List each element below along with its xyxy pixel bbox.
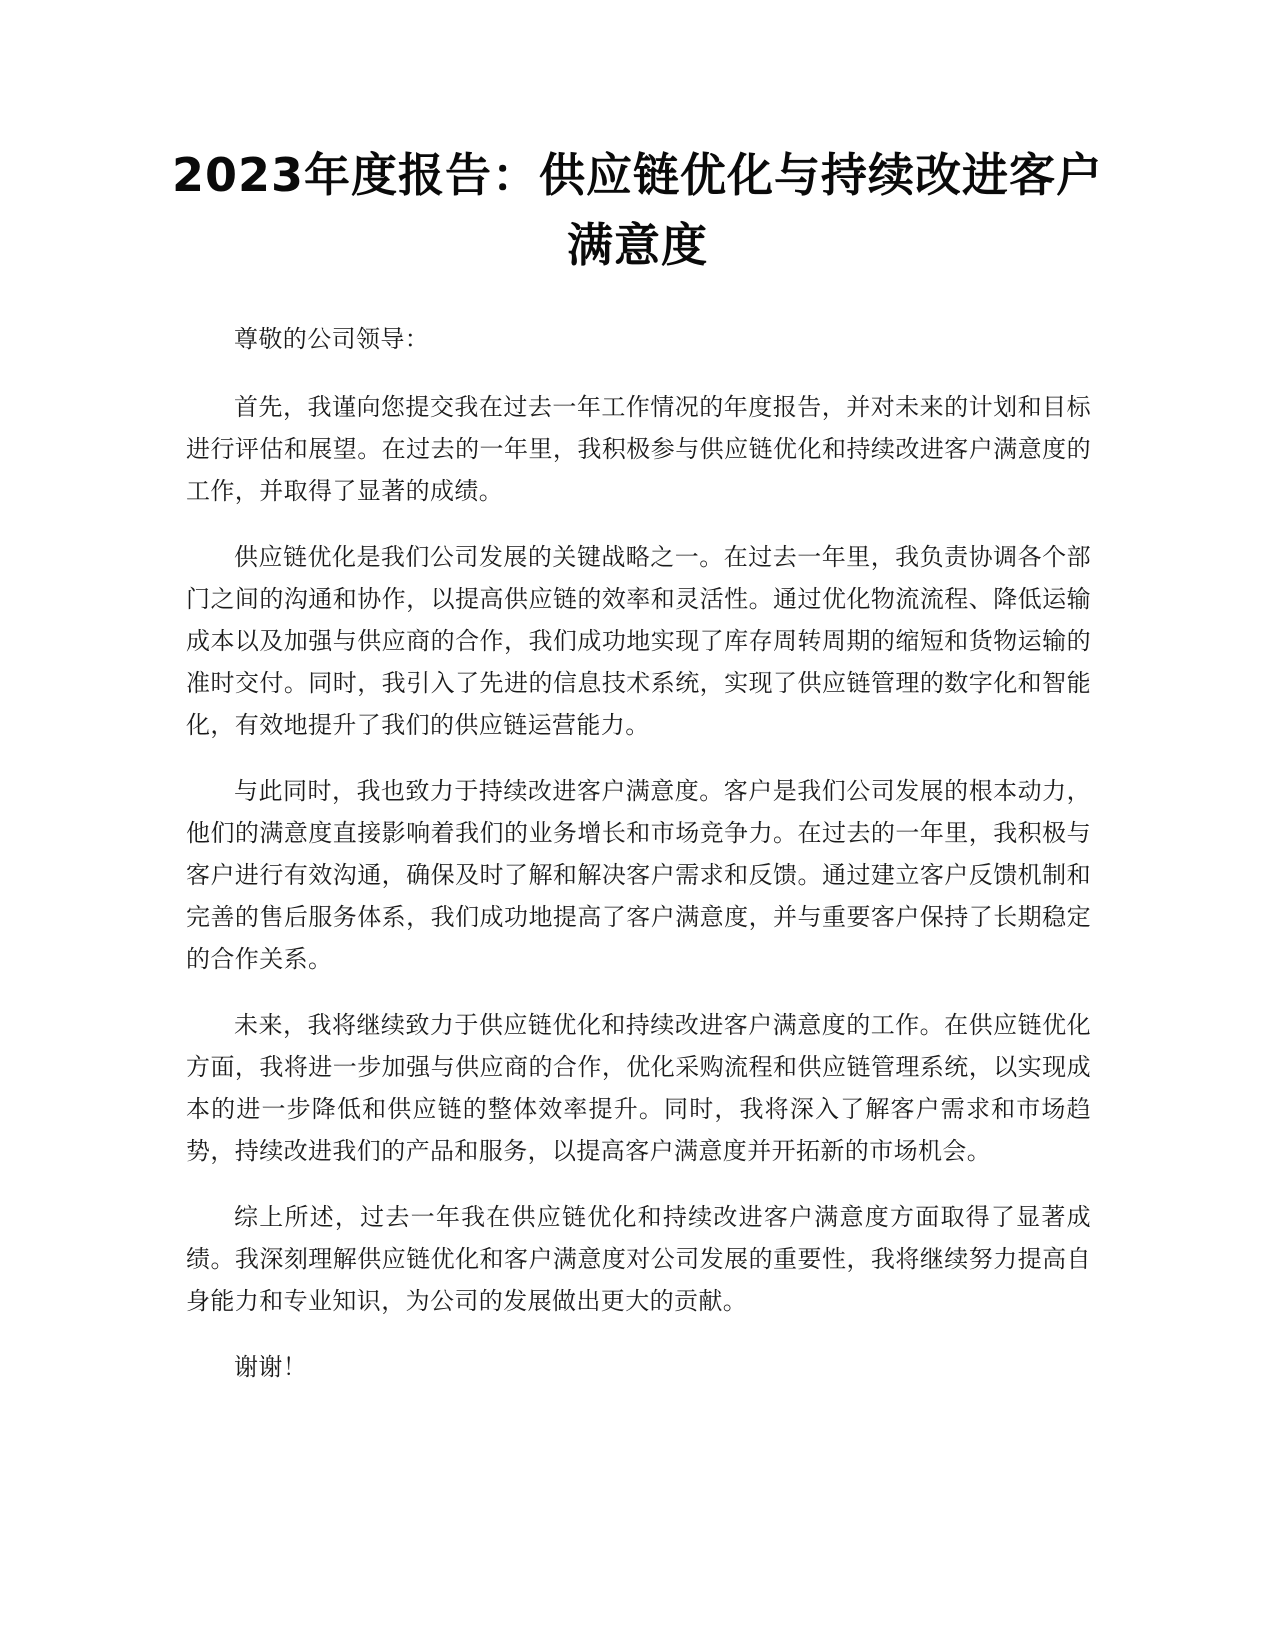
closing: 谢谢！ xyxy=(234,1353,308,1381)
paragraph-supply-chain: 供应链优化是我们公司发展的关键战略之一。在过去一年里，我负责协调各个部门之间的沟通和协作，以提高供应链的效率和灵活性。通过优化物流流程、降低运输成本以及加强与供应商的合作，我们成功地实现了库存周转周期的缩短和货物运输的准时交付。同时，我引入了先进的信息技术系统，实现了供应链管理的数字化和智能化，有效地提升了我们的供应链运营能力。 xyxy=(186,543,1091,739)
title-line-1: 2023年度报告：供应链优化与持续改进客户 xyxy=(171,148,1104,202)
document-body xyxy=(186,318,1091,1412)
salutation: 尊敬的公司领导： xyxy=(234,325,430,353)
paragraph-future-plans: 未来，我将继续致力于供应链优化和持续改进客户满意度的工作。在供应链优化方面，我将进一步加强与供应商的合作，优化采购流程和供应链管理系统，以实现成本的进一步降低和供应链的整体效率提升。同时，我将深入了解客户需求和市场趋势，持续改进我们的产品和服务，以提高客户满意度并开拓新的市场机会。 xyxy=(186,1011,1091,1165)
paragraph-customer-satisfaction: 与此同时，我也致力于持续改进客户满意度。客户是我们公司发展的根本动力，他们的满意度直接影响着我们的业务增长和市场竞争力。在过去的一年里，我积极与客户进行有效沟通，确保及时了解和解决客户需求和反馈。通过建立客户反馈机制和完善的售后服务体系，我们成功地提高了客户满意度，并与重要客户保持了长期稳定的合作关系。 xyxy=(186,777,1091,973)
paragraph-summary: 综上所述，过去一年我在供应链优化和持续改进客户满意度方面取得了显著成绩。我深刻理解供应链优化和客户满意度对公司发展的重要性，我将继续努力提高自身能力和专业知识，为公司的发展做出更大的贡献。 xyxy=(186,1203,1091,1315)
page-title xyxy=(160,140,1115,280)
paragraph-introduction: 首先，我谨向您提交我在过去一年工作情况的年度报告，并对未来的计划和目标进行评估和展望。在过去的一年里，我积极参与供应链优化和持续改进客户满意度的工作，并取得了显著的成绩。 xyxy=(186,393,1091,505)
title-line-2: 满意度 xyxy=(567,218,708,272)
